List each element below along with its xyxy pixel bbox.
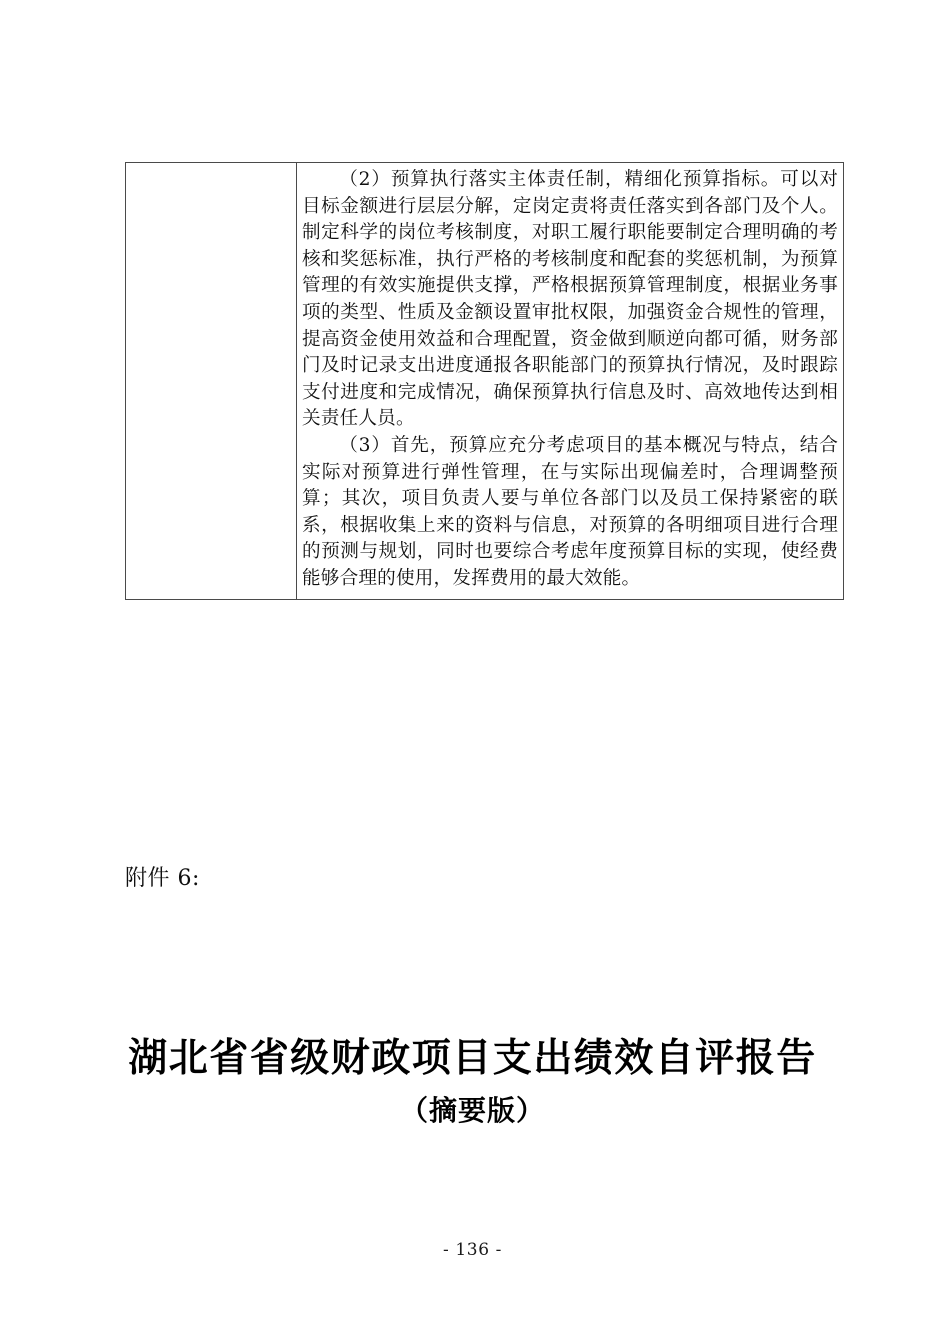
title-block: [0, 1032, 945, 1130]
paragraph-3: （3）首先，预算应充分考虑项目的基本概况与特点，结合实际对预算进行弹性管理，在与实际出现偏差时，合理调整预算；其次，项目负责人要与单位各部门以及员工保持紧密的联系，根据收集上来的资料与信息，对预算的各明细项目进行合理的预测与规划，同时也要综合考虑年度预算目标的实现，使经费能够合理的使用，发挥费用的最大效能。: [302, 434, 838, 589]
attachment-label: 附件 6:: [125, 866, 200, 891]
table-row: [126, 163, 844, 600]
table-label-cell: [126, 163, 297, 600]
page-title: 湖北省省级财政项目支出绩效自评报告: [128, 1035, 817, 1081]
paragraph-2: （2）预算执行落实主体责任制，精细化预算指标。可以对目标金额进行层层分解，定岗定责将责任落实到各部门及个人。制定科学的岗位考核制度，对职工履行职能要制定合理明确的考核和奖惩标准，执行严格的考核制度和配套的奖惩机制，为预算管理的有效实施提供支撑，严格根据预算管理制度，根据业务事项的类型、性质及金额设置审批权限，加强资金合规性的管理，提高资金使用效益和合理配置，资金做到顺逆向都可循，财务部门及时记录支出进度通报各职能部门的预算执行情况，及时跟踪支付进度和完成情况，确保预算执行信息及时、高效地传达到相关责任人员。: [302, 169, 838, 430]
page-subtitle: （摘要版）: [399, 1094, 545, 1127]
page-number: - 136 -: [443, 1240, 502, 1260]
table-body: [126, 163, 844, 600]
table-body-cell: [297, 163, 844, 600]
continued-content-table: [125, 162, 844, 600]
